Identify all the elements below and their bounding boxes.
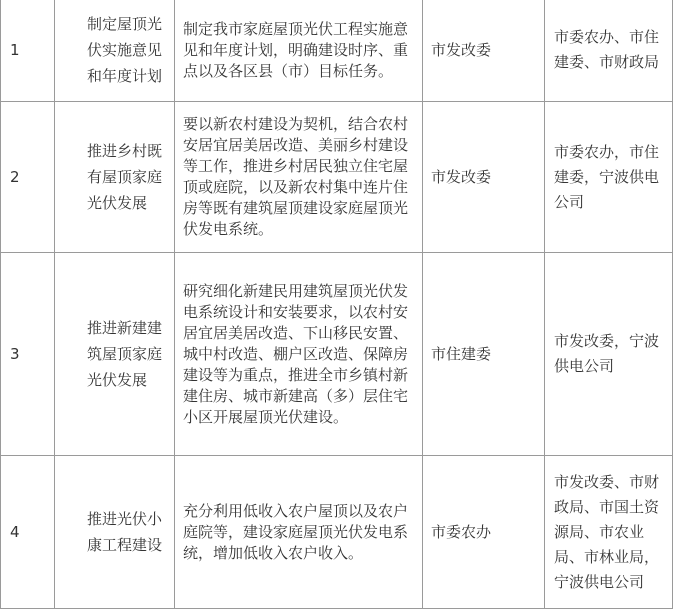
- partner-departments: 市委农办、市住建委、市财政局: [545, 0, 673, 102]
- row-number: 4: [1, 456, 55, 609]
- task-name: 推进光伏小康工程建设: [55, 456, 175, 609]
- lead-department: 市发改委: [423, 0, 545, 102]
- task-name: 推进新建建筑屋顶家庭光伏发展: [55, 253, 175, 456]
- task-description: 制定我市家庭屋顶光伏工程实施意见和年度计划，明确建设时序、重点以及各区县（市）目标任务。: [175, 0, 423, 102]
- table-row: [1, 0, 673, 102]
- row-number: 1: [1, 0, 55, 102]
- partner-departments: 市发改委、市财政局、市国土资源局、市农业局、市林业局，宁波供电公司: [545, 456, 673, 609]
- row-number: 2: [1, 102, 55, 253]
- table-row: [1, 456, 673, 609]
- task-name: 推进乡村既有屋顶家庭光伏发展: [55, 102, 175, 253]
- task-description: 要以新农村建设为契机，结合农村安居宜居美居改造、美丽乡村建设等工作，推进乡村居民独立住宅屋顶或庭院，以及新农村集中连片住房等既有建筑屋顶建设家庭屋顶光伏发电系统。: [175, 102, 423, 253]
- partner-departments: 市委农办，市住建委，宁波供电公司: [545, 102, 673, 253]
- row-number: 3: [1, 253, 55, 456]
- task-description: 研究细化新建民用建筑屋顶光伏发电系统设计和安装要求，以农村安居宜居美居改造、下山移民安置、城中村改造、棚户区改造、保障房建设等为重点，推进全市乡镇村新建住房、城市新建高（多）层住宅小区开展屋顶光伏建设。: [175, 253, 423, 456]
- table-row: [1, 102, 673, 253]
- table-row: [1, 253, 673, 456]
- lead-department: 市委农办: [423, 456, 545, 609]
- lead-department: 市住建委: [423, 253, 545, 456]
- task-name: 制定屋顶光伏实施意见和年度计划: [55, 0, 175, 102]
- lead-department: 市发改委: [423, 102, 545, 253]
- partner-departments: 市发改委，宁波供电公司: [545, 253, 673, 456]
- task-description: 充分利用低收入农户屋顶以及农户庭院等，建设家庭屋顶光伏发电系统，增加低收入农户收入。: [175, 456, 423, 609]
